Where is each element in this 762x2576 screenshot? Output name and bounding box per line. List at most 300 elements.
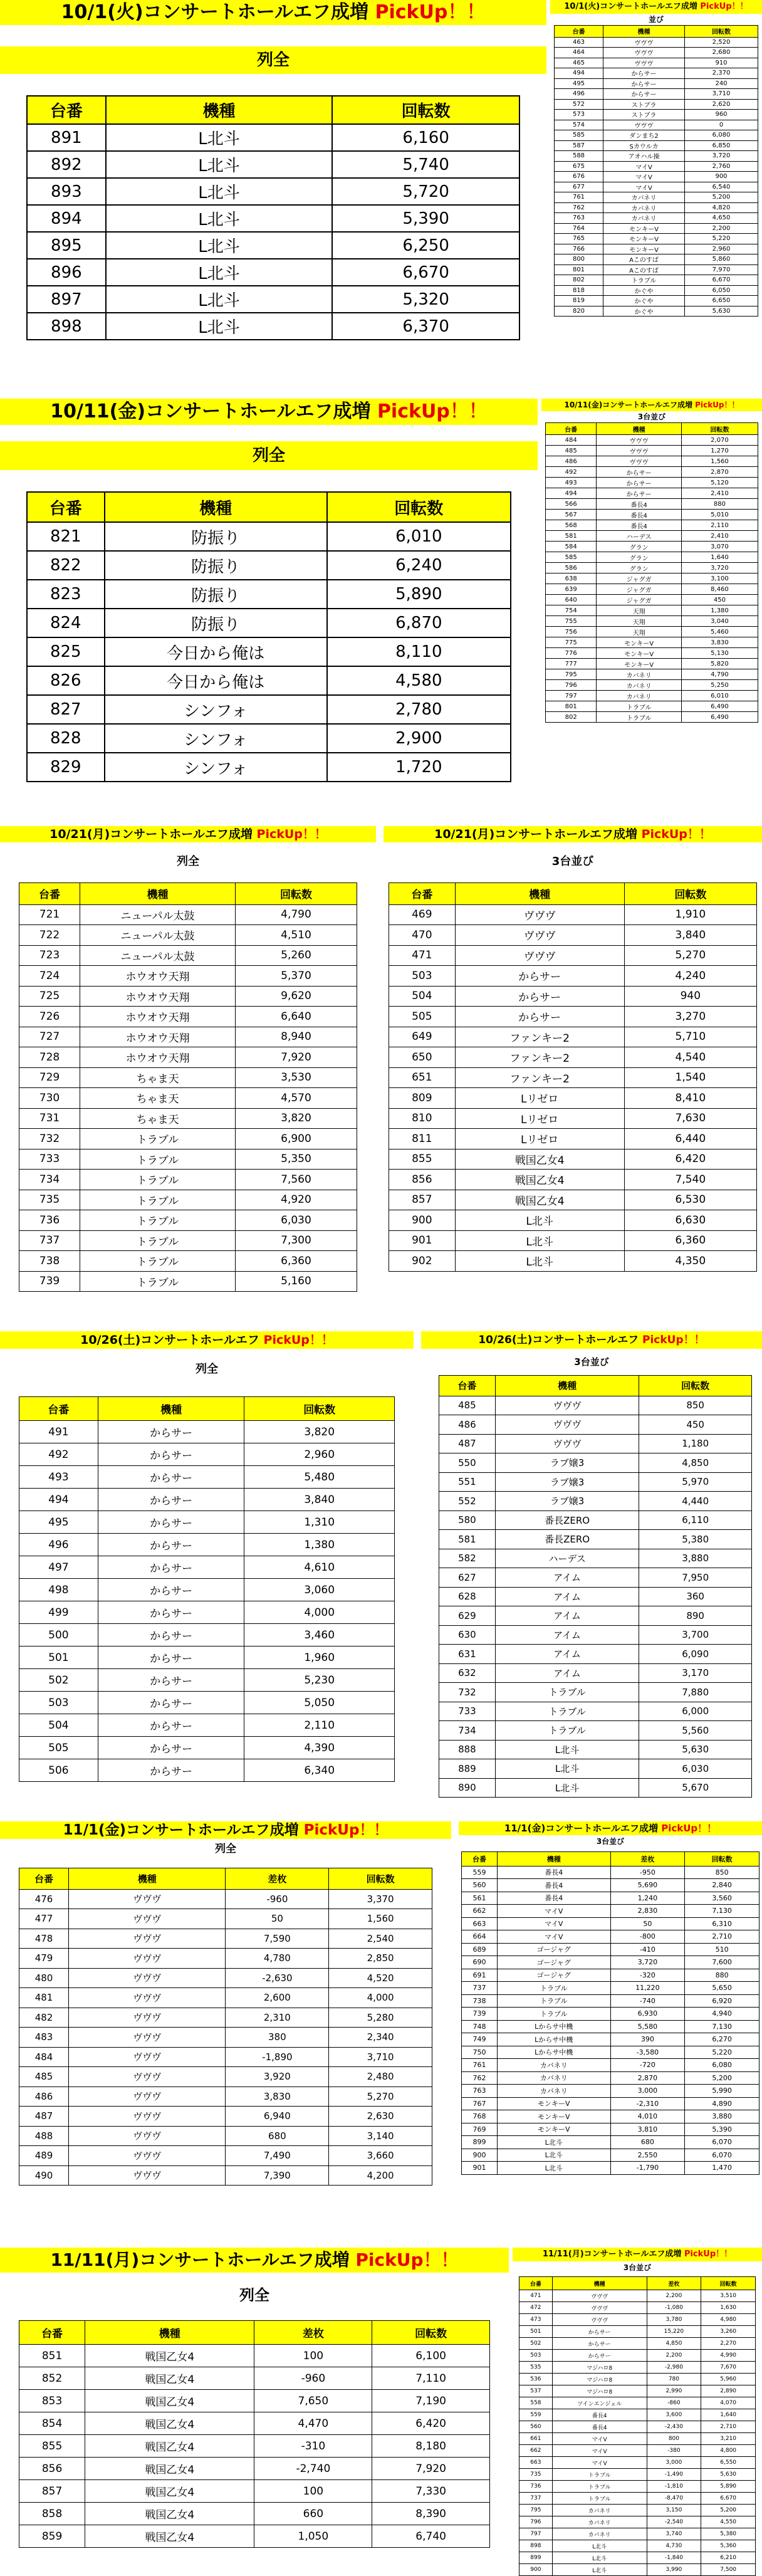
- table-row: [389, 925, 757, 946]
- table-row: [439, 1549, 752, 1568]
- table-row: [389, 1047, 757, 1068]
- s6-left-table: [19, 2320, 490, 2548]
- table-row: [19, 1949, 432, 1969]
- column-header: 台番: [19, 1397, 98, 1421]
- table-row: [27, 753, 511, 782]
- table-row: [19, 1669, 395, 1692]
- table-row: [546, 446, 758, 456]
- table-cell: 900: [462, 2149, 498, 2162]
- table-row: [555, 89, 758, 100]
- table-cell: 850: [639, 1396, 752, 1415]
- section5-banner: [0, 1821, 451, 1839]
- table-cell: 819: [555, 296, 603, 306]
- table-cell: 3,710: [329, 2047, 432, 2067]
- table-cell: 5,200: [685, 192, 758, 203]
- table-cell: 8,110: [327, 637, 511, 666]
- table-cell: 3,510: [701, 2290, 756, 2302]
- table-cell: ヴヴヴ: [455, 925, 624, 946]
- table-cell: 2,520: [685, 37, 758, 48]
- table-cell: 503: [519, 2350, 553, 2362]
- table-cell: 6,930: [610, 2008, 685, 2021]
- table-cell: 631: [439, 1645, 496, 1664]
- table-cell: 472: [519, 2302, 553, 2314]
- table-cell: からサー: [455, 986, 624, 1007]
- table-cell: 5,820: [681, 659, 758, 669]
- table-row: [546, 478, 758, 488]
- table-row: [439, 1663, 752, 1683]
- table-cell: 536: [519, 2374, 553, 2385]
- table-cell: ホウオウ天翔: [80, 986, 236, 1007]
- table-cell: マジハロ8: [552, 2374, 647, 2385]
- table-row: [555, 99, 758, 110]
- table-cell: -380: [647, 2445, 701, 2457]
- right-table-title: 3台並び: [513, 2261, 762, 2274]
- table-cell: ちゃま天: [80, 1088, 236, 1109]
- table-cell: アイム: [495, 1645, 639, 1664]
- table-cell: 5,990: [685, 2085, 759, 2098]
- table-row: [19, 1534, 395, 1556]
- table-row: [27, 637, 511, 666]
- table-cell: 6,160: [332, 124, 519, 151]
- table-cell: トラブル: [498, 2008, 611, 2021]
- table-cell: 番長4: [552, 2421, 647, 2433]
- column-header: 台番: [439, 1376, 496, 1396]
- table-row: [439, 1759, 752, 1779]
- table-cell: 6,370: [332, 313, 519, 340]
- table-cell: からサー: [455, 1007, 624, 1027]
- table-cell: トラブル: [80, 1190, 236, 1210]
- banner-date: 11/1(金)コンサートホールエフ成増: [63, 1822, 299, 1838]
- table-cell: 450: [639, 1415, 752, 1435]
- table-cell: カバネリ: [552, 2505, 647, 2516]
- table-row: [19, 1737, 395, 1759]
- table-row: [19, 2126, 432, 2146]
- table-cell: 898: [519, 2540, 553, 2552]
- table-cell: 853: [19, 2390, 85, 2412]
- table-cell: 628: [439, 1587, 496, 1606]
- table-cell: 736: [519, 2481, 553, 2493]
- table-cell: 738: [462, 1994, 498, 2008]
- table-cell: 戦国乙女4: [455, 1170, 624, 1190]
- table-cell: 6,100: [372, 2345, 490, 2367]
- table-cell: 489: [19, 2146, 69, 2166]
- table-cell: ちゃま天: [80, 1067, 236, 1088]
- table-cell: 3,260: [701, 2326, 756, 2338]
- table-cell: 2,550: [610, 2149, 685, 2162]
- table-row: [546, 691, 758, 701]
- table-cell: ヴヴヴ: [603, 58, 685, 68]
- table-cell: -2,980: [647, 2362, 701, 2374]
- s5-right-banner: [459, 1821, 762, 1835]
- table-row: [27, 205, 519, 232]
- pickup-label: PickUp！！: [641, 827, 711, 841]
- column-header: 機種: [495, 1376, 639, 1396]
- table-row: [389, 1170, 757, 1190]
- table-row: [462, 2033, 759, 2046]
- table-row: [389, 1067, 757, 1088]
- table-row: [19, 1271, 357, 1292]
- table-cell: 6,210: [701, 2552, 756, 2564]
- table-cell: 856: [19, 2458, 85, 2480]
- table-cell: 4,550: [701, 2516, 756, 2528]
- table-cell: 568: [546, 520, 597, 531]
- table-row: [389, 1027, 757, 1047]
- table-cell: 6,550: [701, 2457, 756, 2469]
- table-cell: 3,140: [329, 2126, 432, 2146]
- table-row: [546, 659, 758, 669]
- table-row: [439, 1530, 752, 1549]
- table-cell: 2,870: [610, 2071, 685, 2085]
- table-row: [19, 2067, 432, 2087]
- table-cell: 797: [546, 691, 597, 701]
- table-cell: 3,780: [647, 2314, 701, 2326]
- table-row: [555, 306, 758, 317]
- table-cell: -1,810: [647, 2481, 701, 2493]
- table-cell: 484: [546, 435, 597, 446]
- table-cell: アイム: [495, 1587, 639, 1606]
- table-row: [19, 1759, 395, 1782]
- table-cell: 6,360: [235, 1251, 357, 1272]
- column-header: 回転数: [681, 423, 758, 435]
- table-cell: 戦国乙女4: [85, 2345, 254, 2367]
- table-cell: 7,920: [372, 2458, 490, 2480]
- table-row: [555, 120, 758, 130]
- table-cell: 689: [462, 1943, 498, 1956]
- table-cell: ファンキー2: [455, 1047, 624, 1068]
- table-cell: 894: [27, 205, 106, 232]
- table-cell: 502: [19, 1669, 98, 1692]
- left-table-title: 列全: [0, 1360, 414, 1379]
- table-row: [27, 666, 511, 695]
- table-cell: 552: [439, 1492, 496, 1511]
- table-cell: 891: [27, 124, 106, 151]
- table-cell: 821: [27, 522, 105, 551]
- table-cell: 1,640: [701, 2409, 756, 2421]
- table-cell: 6,650: [685, 296, 758, 306]
- table-cell: グラン: [597, 542, 682, 552]
- table-cell: カバネリ: [603, 192, 685, 203]
- table-cell: 496: [555, 89, 603, 100]
- table-cell: ヴヴヴ: [69, 2008, 226, 2028]
- column-header: 機種: [85, 2321, 254, 2345]
- table-cell: 5,390: [685, 2123, 759, 2136]
- table-cell: からサー: [98, 1737, 244, 1759]
- table-cell: Aこのすば: [603, 264, 685, 275]
- table-cell: -720: [610, 2059, 685, 2072]
- table-cell: Sカウルカ: [603, 140, 685, 151]
- table-cell: 戦国乙女4: [455, 1190, 624, 1210]
- table-cell: ジャグガ: [597, 573, 682, 584]
- table-cell: 857: [19, 2480, 85, 2503]
- table-row: [555, 202, 758, 213]
- table-cell: 505: [19, 1737, 98, 1759]
- table-cell: 3,460: [244, 1624, 395, 1647]
- table-row: [19, 1421, 395, 1443]
- table-cell: -740: [610, 1994, 685, 2008]
- table-row: [462, 2071, 759, 2085]
- table-cell: からサー: [98, 1556, 244, 1579]
- table-cell: 766: [555, 244, 603, 254]
- table-cell: からサー: [98, 1759, 244, 1782]
- table-cell: 485: [546, 446, 597, 456]
- table-cell: 戦国乙女4: [85, 2367, 254, 2390]
- table-cell: 649: [389, 1027, 456, 1047]
- column-header: 差枚: [647, 2277, 701, 2290]
- table-cell: マイV: [552, 2445, 647, 2457]
- table-row: [519, 2362, 756, 2374]
- table-row: [439, 1778, 752, 1798]
- table-cell: 戦国乙女4: [85, 2412, 254, 2435]
- table-cell: 651: [389, 1067, 456, 1088]
- table-row: [462, 1994, 759, 2008]
- table-cell: 3,660: [329, 2146, 432, 2166]
- right-table-title: 3台並び: [541, 411, 762, 422]
- table-row: [27, 580, 511, 609]
- table-cell: 3,840: [244, 1489, 395, 1511]
- table-cell: 天翔: [597, 616, 682, 627]
- table-cell: 764: [555, 223, 603, 234]
- table-cell: 防振り: [105, 551, 327, 580]
- table-cell: 662: [462, 1905, 498, 1918]
- table-cell: 7,600: [685, 1956, 759, 1969]
- table-cell: L北斗: [106, 205, 333, 232]
- table-cell: 6,340: [244, 1759, 395, 1782]
- table-cell: 4,800: [701, 2445, 756, 2457]
- table-cell: 629: [439, 1606, 496, 1626]
- table-cell: 1,910: [624, 904, 756, 925]
- table-cell: ヴヴヴ: [69, 1909, 226, 1929]
- table-cell: ゴージャグ: [498, 1956, 611, 1969]
- table-row: [462, 1930, 759, 1944]
- table-row: [546, 680, 758, 691]
- table-cell: 559: [519, 2409, 553, 2421]
- table-cell: 650: [389, 1047, 456, 1068]
- table-cell: 768: [462, 2110, 498, 2123]
- table-cell: 3,530: [235, 1067, 357, 1088]
- pickup-label: PickUp！！: [695, 401, 739, 409]
- table-cell: 735: [19, 1190, 80, 1210]
- table-cell: ヴヴヴ: [69, 2086, 226, 2107]
- table-cell: 810: [389, 1108, 456, 1129]
- table-row: [555, 161, 758, 172]
- table-row: [19, 1027, 357, 1047]
- table-cell: 494: [555, 68, 603, 79]
- table-cell: 3,720: [681, 563, 758, 573]
- table-cell: 893: [27, 178, 106, 205]
- table-cell: 566: [546, 499, 597, 510]
- column-header: 機種: [106, 96, 333, 124]
- table-cell: 6,530: [624, 1190, 756, 1210]
- table-cell: 763: [462, 2085, 498, 2098]
- table-cell: 765: [555, 234, 603, 244]
- table-cell: 471: [519, 2290, 553, 2302]
- table-row: [19, 1149, 357, 1170]
- table-cell: 4,070: [701, 2397, 756, 2409]
- table-cell: カバネリ: [603, 213, 685, 224]
- table-cell: 888: [439, 1740, 496, 1759]
- table-cell: 5,320: [332, 286, 519, 313]
- table-cell: 3,830: [226, 2086, 329, 2107]
- table-cell: L北斗: [106, 151, 333, 178]
- table-row: [462, 1943, 759, 1956]
- pickup-label: PickUp！！: [377, 401, 488, 422]
- table-row: [519, 2516, 756, 2528]
- table-cell: ヴヴヴ: [495, 1434, 639, 1453]
- table-cell: ヴヴヴ: [495, 1396, 639, 1415]
- table-row: [555, 192, 758, 203]
- table-row: [19, 2008, 432, 2028]
- table-cell: 736: [19, 1210, 80, 1231]
- column-header: 回転数: [685, 1852, 759, 1867]
- table-cell: 4,440: [639, 1492, 752, 1511]
- table-row: [19, 1556, 395, 1579]
- table-cell: 901: [462, 2162, 498, 2175]
- table-cell: 15,220: [647, 2326, 701, 2338]
- table-cell: 675: [555, 161, 603, 172]
- table-cell: からサー: [98, 1714, 244, 1737]
- table-cell: 737: [462, 1982, 498, 1995]
- right-table-title: 3台並び: [384, 852, 762, 871]
- table-cell: トラブル: [80, 1129, 236, 1149]
- table-cell: 7,920: [235, 1047, 357, 1068]
- table-cell: -2,740: [254, 2458, 372, 2480]
- table-cell: 5,740: [332, 151, 519, 178]
- table-cell: 588: [555, 151, 603, 162]
- table-cell: 735: [519, 2469, 553, 2481]
- column-header: 台番: [27, 492, 105, 522]
- pickup-label: PickUp！！: [684, 2249, 733, 2259]
- table-cell: 4,780: [226, 1949, 329, 1969]
- banner-date: 10/26(土)コンサートホールエフ: [80, 1333, 259, 1347]
- table-row: [19, 1647, 395, 1669]
- table-cell: 天翔: [597, 605, 682, 616]
- table-cell: 748: [462, 2020, 498, 2033]
- table-cell: 2,760: [685, 161, 758, 172]
- table-cell: 473: [519, 2314, 553, 2326]
- table-cell: 7,330: [372, 2480, 490, 2503]
- table-row: [546, 563, 758, 573]
- table-row: [546, 595, 758, 605]
- table-cell: 6,670: [701, 2493, 756, 2505]
- table-row: [19, 2412, 490, 2435]
- banner-date: 10/26(土)コンサートホールエフ: [478, 1334, 639, 1346]
- table-cell: 481: [19, 1988, 69, 2008]
- table-cell: 587: [555, 140, 603, 151]
- table-cell: L北斗: [106, 286, 333, 313]
- table-cell: ヴヴヴ: [69, 2067, 226, 2087]
- table-row: [19, 1007, 357, 1027]
- table-cell: ホウオウ天翔: [80, 1027, 236, 1047]
- table-cell: 493: [546, 478, 597, 488]
- table-cell: 560: [462, 1879, 498, 1892]
- table-cell: 487: [439, 1434, 496, 1453]
- table-cell: 5,220: [685, 234, 758, 244]
- table-row: [19, 1489, 395, 1511]
- table-row: [546, 669, 758, 680]
- banner-date: 11/11(月)コンサートホールエフ成増: [50, 2249, 350, 2270]
- table-row: [546, 435, 758, 446]
- table-cell: 899: [519, 2552, 553, 2564]
- table-cell: 3,210: [701, 2433, 756, 2445]
- table-cell: アイム: [495, 1625, 639, 1645]
- table-row: [555, 37, 758, 48]
- table-cell: 7,190: [372, 2390, 490, 2412]
- table-cell: 7,490: [226, 2146, 329, 2166]
- table-cell: -1,840: [647, 2552, 701, 2564]
- table-cell: 471: [389, 945, 456, 966]
- table-cell: 859: [19, 2525, 85, 2548]
- table-cell: トラブル: [552, 2469, 647, 2481]
- table-cell: 2,830: [610, 1905, 685, 1918]
- column-header: 台番: [27, 96, 106, 124]
- table-cell: 776: [546, 648, 597, 659]
- table-cell: L北斗: [495, 1778, 639, 1798]
- table-row: [439, 1415, 752, 1435]
- table-cell: 901: [389, 1230, 456, 1251]
- table-cell: -2,540: [647, 2516, 701, 2528]
- table-cell: 2,960: [244, 1443, 395, 1466]
- table-cell: ヴヴヴ: [69, 1929, 226, 1949]
- table-cell: カバネリ: [552, 2516, 647, 2528]
- table-cell: マイV: [552, 2433, 647, 2445]
- table-cell: 494: [19, 1489, 98, 1511]
- table-row: [19, 1190, 357, 1210]
- table-row: [519, 2385, 756, 2397]
- table-cell: 6,420: [372, 2412, 490, 2435]
- table-cell: 586: [546, 563, 597, 573]
- table-cell: 504: [19, 1714, 98, 1737]
- table-cell: 番長4: [597, 520, 682, 531]
- table-row: [555, 48, 758, 58]
- table-row: [389, 1129, 757, 1149]
- table-cell: 3,840: [624, 925, 756, 946]
- table-cell: からサー: [603, 78, 685, 89]
- table-cell: ツインエンジェル: [552, 2397, 647, 2409]
- table-cell: 485: [439, 1396, 496, 1415]
- table-cell: トラブル: [498, 1994, 611, 2008]
- table-cell: 50: [226, 1909, 329, 1929]
- table-row: [389, 1088, 757, 1109]
- table-row: [555, 244, 758, 254]
- table-row: [19, 2107, 432, 2127]
- table-cell: 4,980: [701, 2314, 756, 2326]
- table-row: [555, 296, 758, 306]
- table-cell: 1,380: [681, 605, 758, 616]
- table-row: [546, 616, 758, 627]
- table-cell: カバネリ: [552, 2528, 647, 2540]
- table-cell: 580: [439, 1511, 496, 1530]
- column-header: 回転数: [372, 2321, 490, 2345]
- table-cell: 503: [389, 966, 456, 987]
- table-cell: Lからサ中機: [498, 2046, 611, 2059]
- table-cell: 2,370: [685, 68, 758, 79]
- table-row: [19, 966, 357, 987]
- table-cell: ストブラ: [603, 99, 685, 110]
- table-cell: ヴヴヴ: [69, 2126, 226, 2146]
- table-row: [555, 234, 758, 244]
- table-row: [519, 2374, 756, 2385]
- table-row: [555, 182, 758, 192]
- table-cell: 796: [546, 680, 597, 691]
- table-cell: トラブル: [495, 1702, 639, 1721]
- table-row: [19, 2503, 490, 2525]
- table-cell: 482: [19, 2008, 69, 2028]
- table-cell: -410: [610, 1943, 685, 1956]
- table-cell: -2,430: [647, 2421, 701, 2433]
- table-row: [555, 58, 758, 68]
- table-cell: からサー: [597, 488, 682, 499]
- table-cell: 5,720: [332, 178, 519, 205]
